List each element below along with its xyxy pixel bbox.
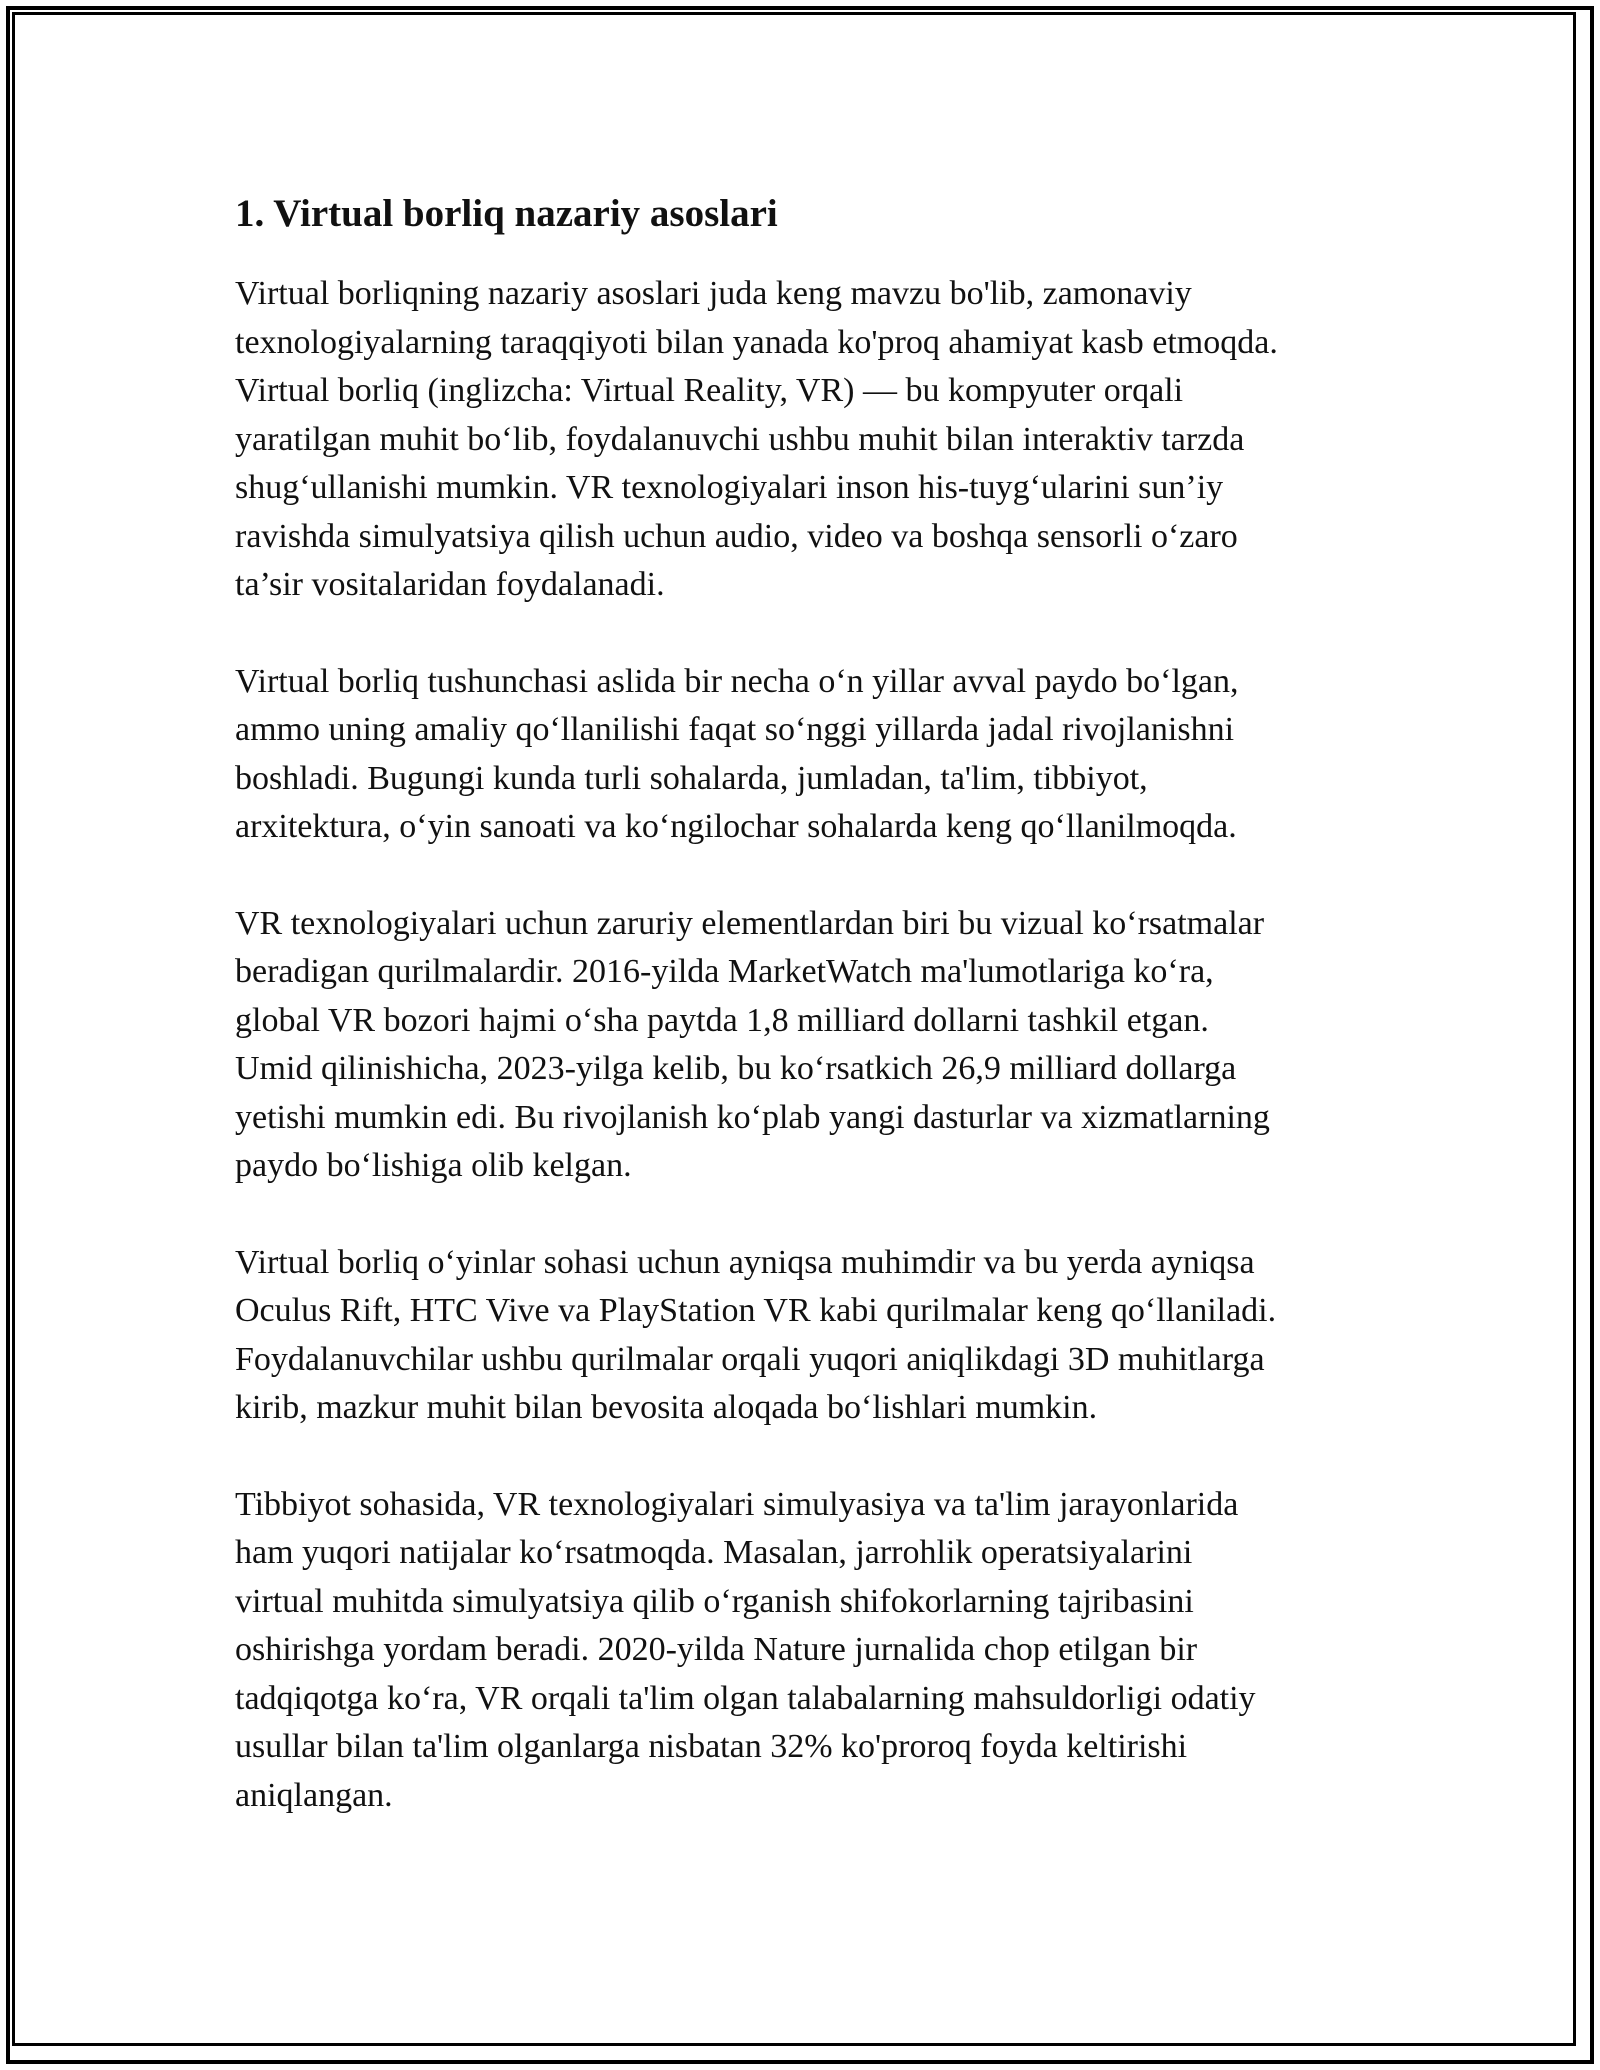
- paragraph-history: [235, 658, 1370, 852]
- paragraph-line: yetishi mumkin edi. Bu rivojlanish ko‘plab yangi dasturlar va xizmatlarning: [235, 1098, 1270, 1136]
- paragraph-line: global VR bozori hajmi o‘sha paytda 1,8 milliard dollarni tashkil etgan.: [235, 1001, 1209, 1039]
- paragraph-line: oshirishga yordam beradi. 2020-yilda Nature jurnalida chop etilgan bir: [235, 1631, 1198, 1668]
- paragraph-line: arxitektura, o‘yin sanoati va ko‘ngilochar sohalarda keng qo‘llanilmoqda.: [235, 808, 1237, 845]
- document-body: [235, 188, 1370, 1868]
- paragraph-line: ravishda simulyatsiya qilish uchun audio, video va boshqa sensorli o‘zaro: [235, 517, 1238, 555]
- paragraph-intro: [235, 270, 1370, 610]
- paragraph-line: kirib, mazkur muhit bilan bevosita aloqada bo‘lishlari mumkin.: [235, 1389, 1098, 1426]
- paragraph-line: beradigan qurilmalardir. 2016-yilda MarketWatch ma'lumotlariga ko‘ra,: [235, 953, 1214, 990]
- paragraph-line: usullar bilan ta'lim olganlarga nisbatan 32% ko'proroq foyda keltirishi: [235, 1728, 1188, 1765]
- paragraph-line: texnologiyalarning taraqqiyoti bilan yanada ko'proq ahamiyat kasb etmoqda.: [235, 323, 1278, 361]
- paragraph-line: Virtual borliq (inglizcha: Virtual Reality, VR) — bu kompyuter orqali: [235, 372, 1184, 409]
- paragraph-line: Virtual borliq tushunchasi aslida bir necha o‘n yillar avval paydo bo‘lgan,: [235, 662, 1239, 700]
- paragraph-line: Umid qilinishicha, 2023-yilga kelib, bu ko‘rsatkich 26,9 milliard dollarga: [235, 1050, 1237, 1087]
- paragraph-market: [235, 900, 1370, 1191]
- paragraph-line: shug‘ullanishi mumkin. VR texnologiyalari inson his-tuyg‘ularini sun’iy: [235, 469, 1224, 506]
- paragraph-line: ham yuqori natijalar ko‘rsatmoqda. Masalan, jarrohlik operatsiyalarini: [235, 1534, 1193, 1571]
- section-heading: 1. Virtual borliq nazariy asoslari: [235, 192, 778, 235]
- paragraph-line: Tibbiyot sohasida, VR texnologiyalari simulyasiya va ta'lim jarayonlarida: [235, 1485, 1239, 1523]
- paragraph-gaming: [235, 1239, 1370, 1433]
- paragraph-line: Virtual borliq o‘yinlar sohasi uchun ayniqsa muhimdir va bu yerda ayniqsa: [235, 1243, 1255, 1281]
- paragraph-line: Virtual borliqning nazariy asoslari juda keng mavzu bo'lib, zamonaviy: [235, 275, 1192, 312]
- paragraph-medicine: [235, 1481, 1370, 1821]
- paragraph-line: ammo uning amaliy qo‘llanilishi faqat so‘nggi yillarda jadal rivojlanishni: [235, 711, 1235, 748]
- paragraph-line: boshladi. Bugungi kunda turli sohalarda, jumladan, ta'lim, tibbiyot,: [235, 759, 1148, 797]
- paragraph-line: ta’sir vositalaridan foydalanadi.: [235, 566, 665, 603]
- paragraph-line: paydo bo‘lishiga olib kelgan.: [235, 1147, 632, 1184]
- paragraph-line: Oculus Rift, HTC Vive va PlayStation VR kabi qurilmalar keng qo‘llaniladi.: [235, 1292, 1277, 1329]
- paragraph-line: VR texnologiyalari uchun zaruriy elementlardan biri bu vizual ko‘rsatmalar: [235, 904, 1265, 942]
- paragraph-line: yaratilgan muhit bo‘lib, foydalanuvchi ushbu muhit bilan interaktiv tarzda: [235, 420, 1245, 458]
- paragraph-line: virtual muhitda simulyatsiya qilib o‘rganish shifokorlarning tajribasini: [235, 1582, 1194, 1620]
- paragraph-line: Foydalanuvchilar ushbu qurilmalar orqali yuqori aniqlikdagi 3D muhitlarga: [235, 1340, 1265, 1378]
- paragraph-line: tadqiqotga ko‘ra, VR orqali ta'lim olgan talabalarning mahsuldorligi odatiy: [235, 1679, 1256, 1717]
- paragraph-line: aniqlangan.: [235, 1776, 393, 1814]
